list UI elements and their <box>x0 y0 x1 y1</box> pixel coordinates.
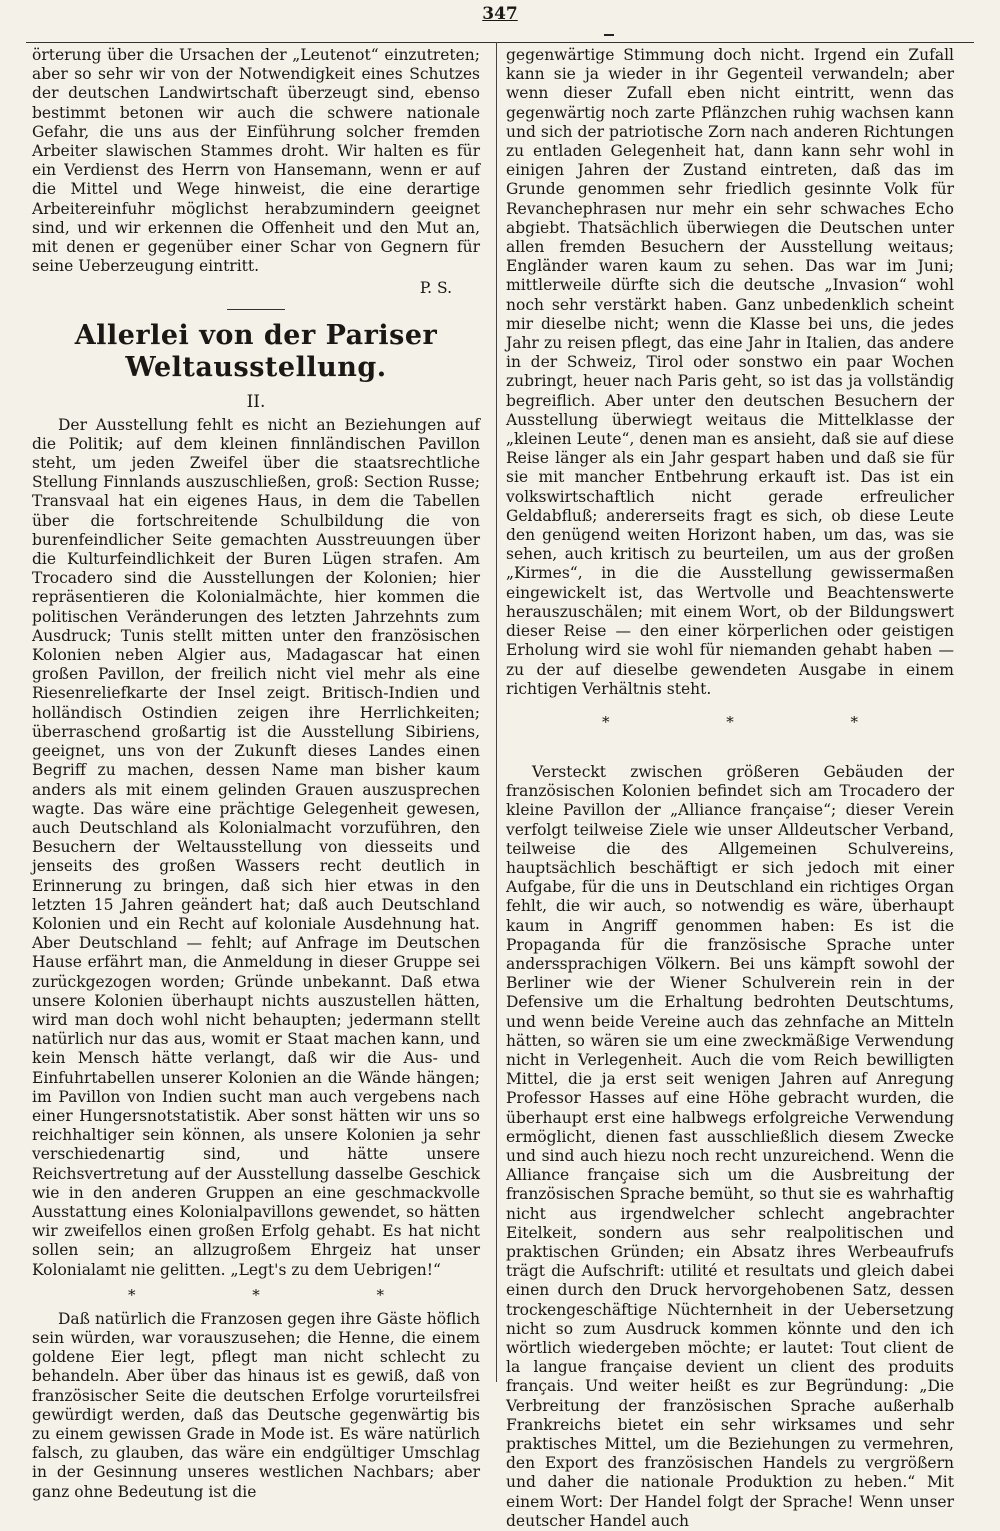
article-paragraph: gegenwärtige Stimmung doch nicht. Irgend ein Zufall kann sie ja wieder in ihr Gegenteil verwandeln; aber wenn dieser Zufall eben nicht eintritt, wenn das gegenwärtig noch zarte Pflänzchen ruhig wachsen kann und sich der patriotische Zorn nach anderen Richtungen zu entladen Gelegenheit hat, dann kann sehr wohl in einigen Jahren der Zustand eintreten, daß das im Grunde genommen sehr friedlich gesinnte Volk für Revanchephrasen nur mehr ein sehr schwaches Echo abgiebt. Thatsächlich überwiegen die Deutschen unter allen fremden Besuchern der Ausstellung weitaus; Engländer waren kaum zu sehen. Das war im Juni; mittlerweile dürfte sich die deutsche „Invasion“ wohl noch sehr verstärkt haben. Ganz unbedenklich scheint mir dieselbe nicht; wenn die Klasse bei uns, die jedes Jahr zu reisen pflegt, das eine Jahr in Italien, das andere in der Schweiz, Tirol oder sonstwo ein paar Wochen zubringt, heuer nach Paris geht, so ist das ja vollständig begreiflich. Aber unter den deutschen Besuchern der Ausstellung überwiegt weitaus die Mittelklasse der „kleinen Leute“, denen man es ansieht, daß sie auf diese Reise länger als ein Jahr gespart haben und daß sie für sie mit mancher Entbehrung erkauft ist. Das ist ein volkswirtschaftlich nicht gerade erfreulicher Geldabfluß; andererseits fragt es sich, ob diese Leute den genügend weiten Horizont haben, um das, was sie sehen, auch kritisch zu beurteilen, um aus der großen „Kirmes“, in die die Ausstellung gewissermaßen eingewickelt ist, das Wertvolle und Beachtenswerte herauszuschälen; mit einem Wort, ob der Bildungswert dieser Reise — den einer körperlichen oder geistigen Erholung wird sie wohl für niemanden gehabt haben — zu der auf dieselbe gewendeten Ausgabe in einem richtigen Verhältnis steht. <box>506 46 954 698</box>
article-paragraph: Daß natürlich die Franzosen gegen ihre Gäste höflich sein würden, war vorauszusehen; die Henne, die einem goldene Eier legt, pflegt man nicht schlecht zu behandeln. Aber über das hinaus ist es gewiß, daß von französischer Seite die deutschen Erfolge vorurteilsfrei gewürdigt werden, daß das Deutsche gegenwärtig bis zu einem gewissen Grade in Mode ist. Es wäre natürlich falsch, zu glauben, das wäre ein endgültiger Umschlag in der Gesinnung unseres westlichen Nachbars; aber ganz ohne Bedeutung ist die <box>32 1309 480 1501</box>
article-paragraph: Versteckt zwischen größeren Gebäuden der französischen Kolonien befindet sich am Trocadero der kleine Pavillon der „Alliance française“; dieser Verein verfolgt teilweise Ziele wie unser Alldeutscher Verband, teilweise die des Allgemeinen Schulvereins, hauptsächlich beschäftigt er sich jedoch mit einer Aufgabe, für die uns in Deutschland ein richtiges Organ fehlt, die wir auch, so notwendig es wäre, überhaupt kaum in Angriff genommen haben: Es ist die Propaganda für die französische Sprache unter anderssprachigen Völkern. Bei uns kämpft sowohl der Berliner wie der Wiener Schulverein rein in der Defensive um die Erhaltung bedrohten Deutschtums, und wenn beide Vereine auch das zehnfache an Mitteln hätten, so wären sie um eine zweckmäßige Verwendung nicht in Verlegenheit. Auch die vom Reich bewilligten Mittel, die ja erst seit wenigen Jahren auf Anregung Professor Hasses auf eine Höhe gebracht wurden, die überhaupt erst eine halbwegs erfolgreiche Verwendung ermöglicht, dienen fast ausschließlich diesem Zwecke und sind auch hiezu noch recht unzureichend. Wenn die Alliance française sich um die Ausbreitung der französischen Sprache bemüht, so thut sie es wahrhaftig nicht aus irgendwelcher schlecht angebrachter Eitelkeit, sondern aus sehr realpolitischen und praktischen Gründen; ein Absatz ihres Werbeaufrufs trägt die Aufschrift: utilité et resultats und gleich dabei einen durch den Druck hervorgehobenen Satz, dessen trockengeschäftige Nüchternheit in der Uebersetzung nicht so zum Ausdruck kommen könnte und den ich wörtlich wiedergeben möchte; er lautet: Tout client de la langue française devient un client des produits français. Und weiter heißt es zur Begründung: „Die Verbreitung der französischen Sprache außerhalb Frankreichs bietet ein sehr wirksames und sehr praktisches Mittel, um die Beziehungen zu vermehren, den Export des französischen Handels zu vergrößern und daher die nationale Produktion zu heben.“ Mit einem Wort: Der Handel folgt der Sprache! Wenn unser deutscher Handel auch <box>506 762 954 1530</box>
right-column <box>506 46 954 1531</box>
top-rule <box>26 42 974 43</box>
article-headline: Allerlei von der Pariser Weltausstellung. <box>74 319 438 383</box>
header-dash <box>604 34 614 36</box>
intro-paragraph: örterung über die Ursachen der „Leutenot“ einzutreten; aber so sehr wir von der Notwendigkeit eines Schutzes der deutschen Landwirtschaft überzeugt sind, ebenso bestimmt betonen wir auch die schwere nationale Gefahr, die uns aus der Einführung solcher fremden Arbeiter slawischen Stammes droht. Wir halten es für ein Verdienst des Herrn von Hansemann, wenn er auf die Mittel und Wege hinweist, die eine derartige Arbeitereinfuhr möglichst herabzumindern geeignet sind, und wir erkennen die Offenheit und den Mut an, mit denen er gegenüber einer Schar von Gegnern für seine Ueberzeugung eintritt. <box>32 46 480 276</box>
asterism-separator: * * * <box>127 1285 441 1304</box>
asterism-separator: * * * <box>601 712 915 731</box>
signature: P. S. <box>419 279 452 298</box>
asterism-block <box>506 699 954 763</box>
page-number: 347 <box>482 4 518 24</box>
left-column <box>32 46 480 1502</box>
section-rule <box>227 309 285 310</box>
column-divider <box>496 42 497 1382</box>
section-number: II. <box>246 391 266 412</box>
article-paragraph: Der Ausstellung fehlt es nicht an Beziehungen auf die Politik; auf dem kleinen finnländischen Pavillon steht, um jeden Zweifel über die staatsrechtliche Stellung Finnlands auszuschließen, groß: Section Russe; Transvaal hat ein eigenes Haus, in dem die Tabellen über die fortschreitende Schulbildung die von burenfeindlicher Seite gemachten Ausstreuungen über die Kulturfeindlichkeit der Buren Lügen strafen. Am Trocadero sind die Ausstellungen der Kolonien; hier repräsentieren die Kolonialmächte, hier kommen die politischen Veränderungen des letzten Jahrzehnts zum Ausdruck; Tunis stellt mitten unter den französischen Kolonien neben Algier aus, Madagascar hat einen großen Pavillon, der freilich nicht viel mehr als eine Riesenreliefkarte der Insel zeigt. Britisch-Indien und holländisch Ostindien zeigen ihre Herrlichkeiten; überraschend großartig ist die Ausstellung Sibiriens, geeignet, uns von der Zukunft dieses Landes einen Begriff zu machen, dessen Name man bisher kaum anders als mit einem gelinden Grauen auszusprechen wagte. Das wäre eine prächtige Gelegenheit gewesen, auch Deutschland als Kolonialmacht vorzuführen, den Besuchern der Weltausstellung von diesseits und jenseits des großen Wassers recht deutlich in Erinnerung zu bringen, daß sich hier etwas in den letzten 15 Jahren geändert hat; daß auch Deutschland Kolonien und ein Recht auf koloniale Ausdehnung hat. Aber Deutschland — fehlt; auf Anfrage im Deutschen Hause erfährt man, die Anmeldung in dieser Gruppe sei zurückgezogen worden; Gründe unbekannt. Daß etwa unsere Kolonien überhaupt nichts auszustellen hätten, wird man doch wohl nicht behaupten; jedermann stellt natürlich nur das aus, womit er Staat machen kann, und kein Mensch hätte verlangt, daß wir die Aus- und Einfuhrtabellen unserer Kolonien an die Wände hängen; im Pavillon von Indien sucht man auch vergebens nach einer Hungersnotstatistik. Aber sonst hätten wir uns so reichhaltiger sein können, als unsere Kolonien ja sehr verschiedenartig sind, und hätte unsere Reichsvertretung auf der Ausstellung dasselbe Geschick wie in den anderen Gruppen an eine geschmackvolle Ausstattung eines Kolonialpavillons gewendet, so hätten wir zweifellos einen großen Erfolg gehabt. Es hat nicht sollen sein; an allzugroßem Ehrgeiz hat unser Kolonialamt nie gelitten. „Legt's zu dem Uebrigen!“ <box>32 415 480 1279</box>
